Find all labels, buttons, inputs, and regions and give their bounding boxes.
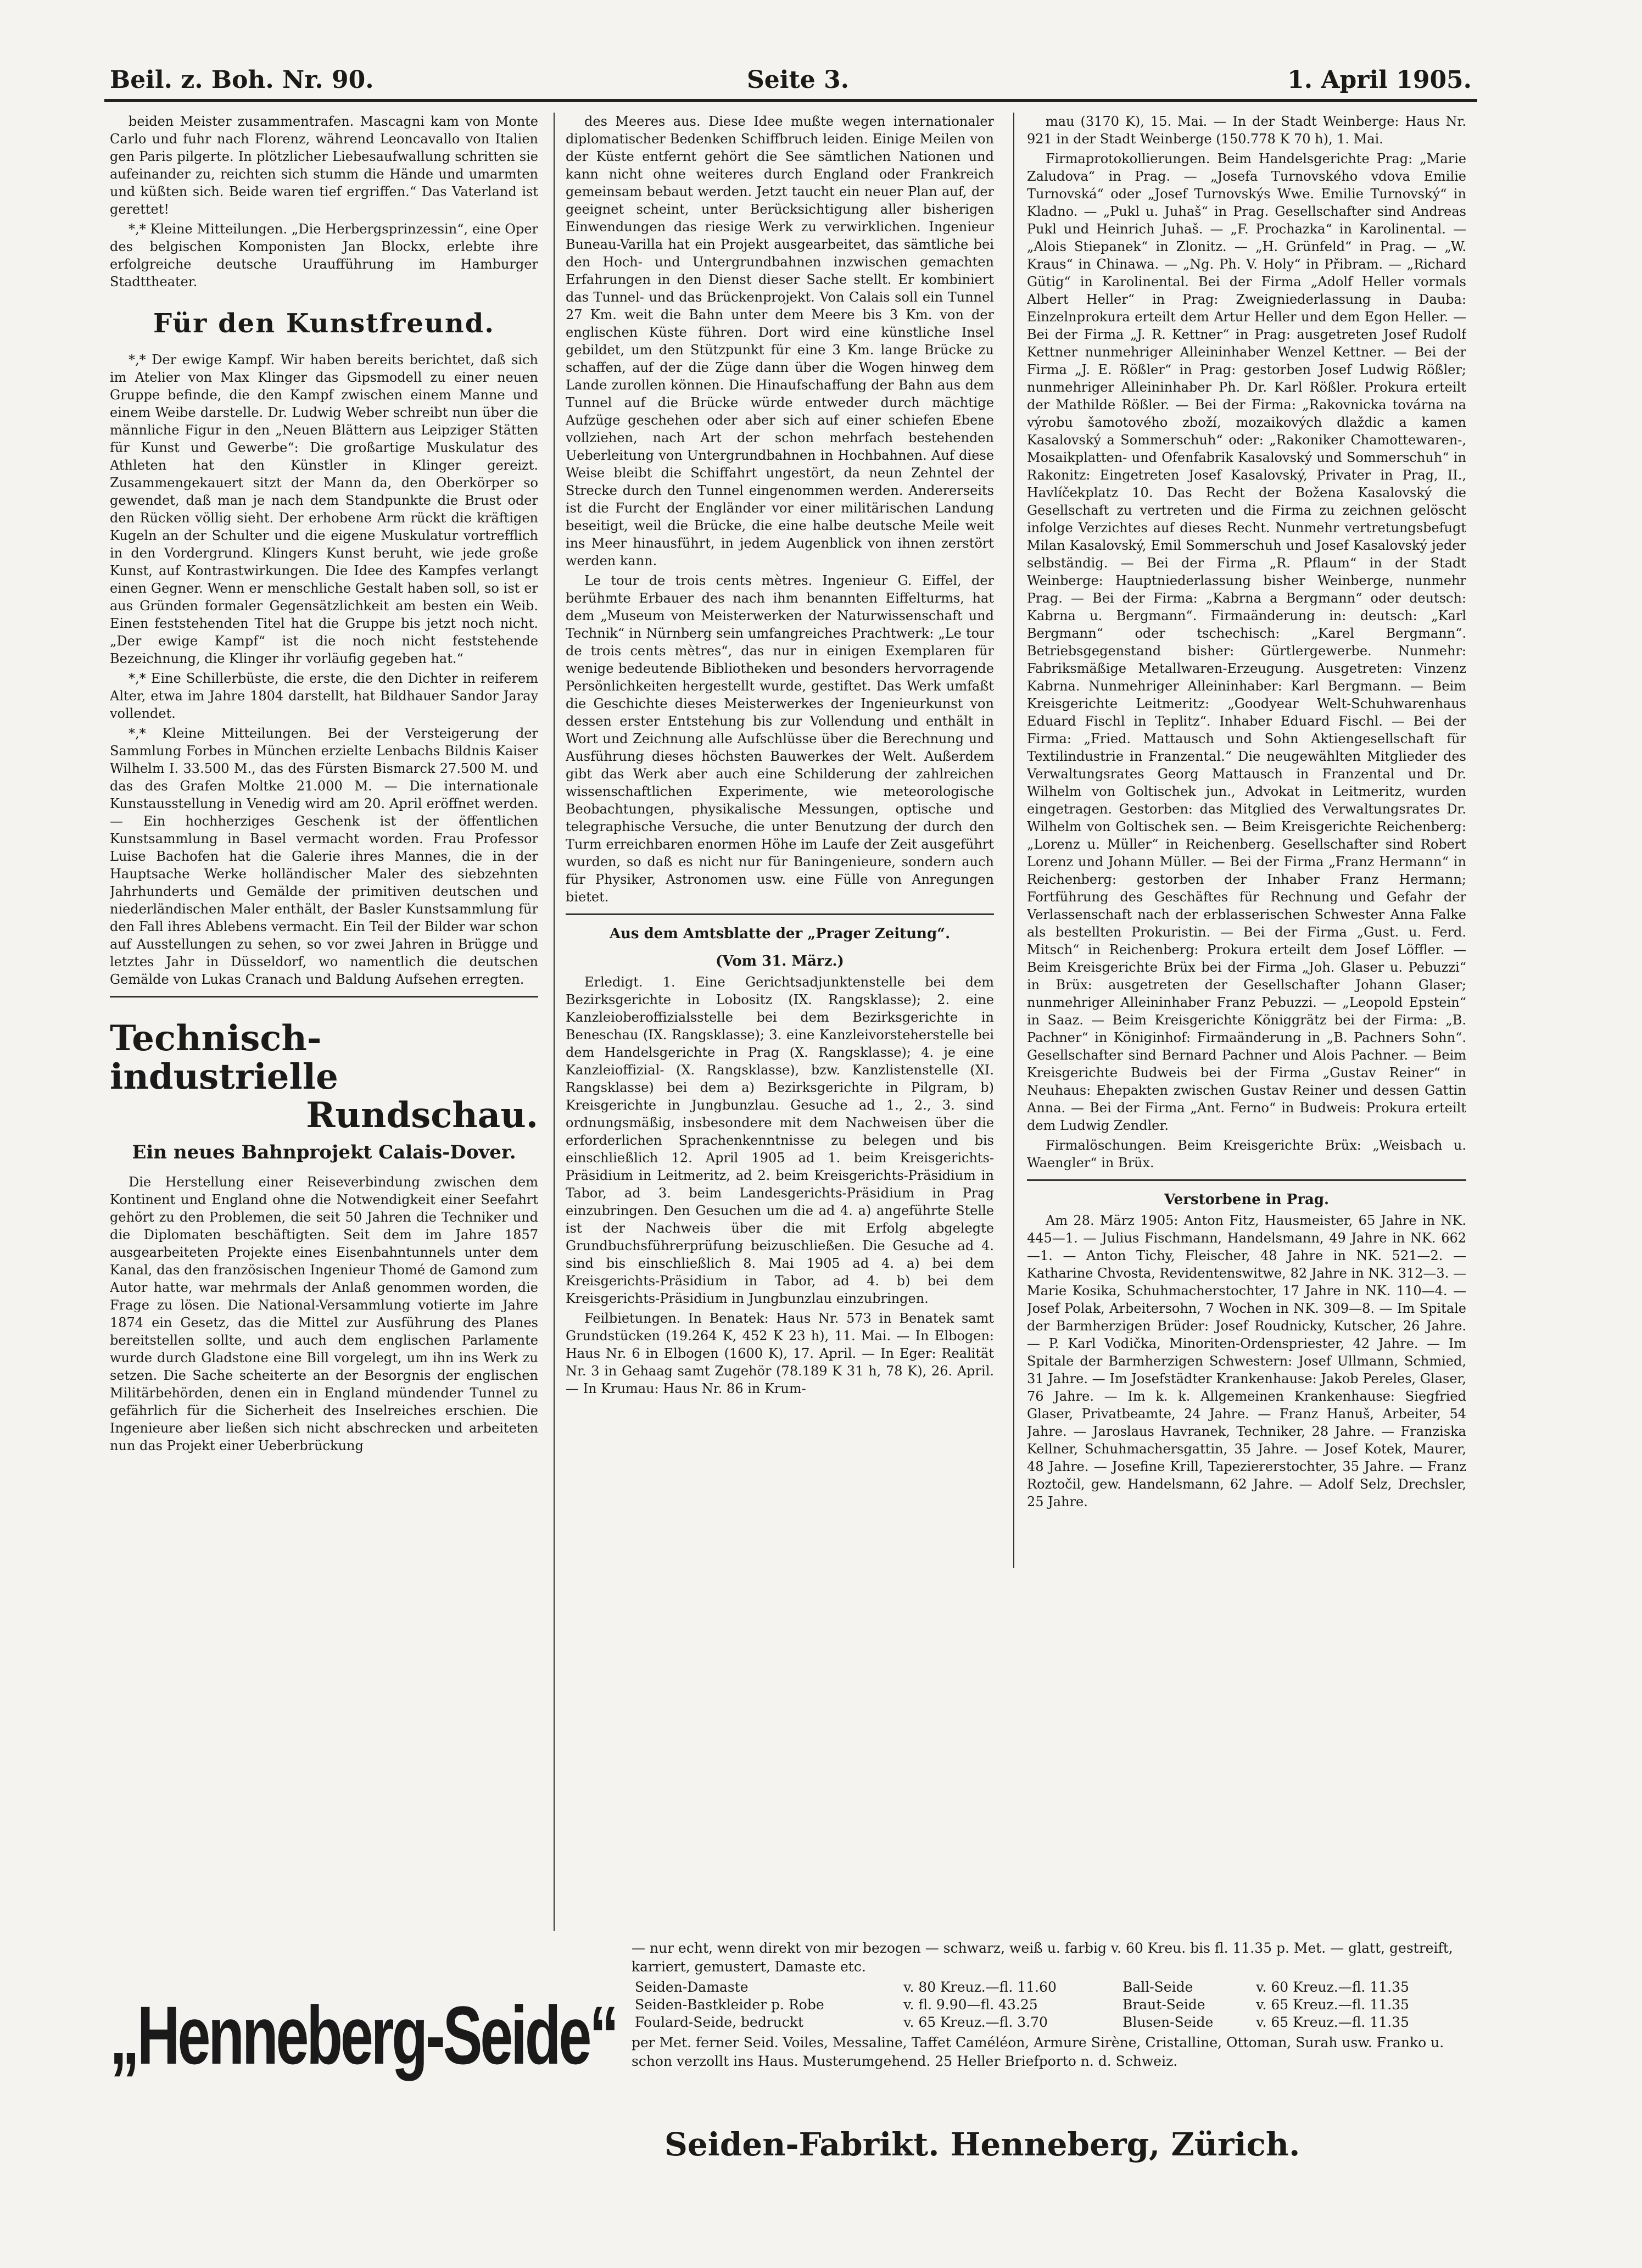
article-paragraph: Am 28. März 1905: Anton Fitz, Hausmeister, 65 Jahre in NK. 445—1. — Julius Fischmann, Handelsmann, 49 Jahre in NK. 662—1. — Anton Tichy, Fleischer, 48 Jahre in NK. 521—2. — Katharine Chvosta, Revidentenswitwe, 82 Jahre in NK. 312—3. — Marie Kosika, Schuhmacherstochter, 17 Jahre in NK. 110—4. — Josef Polak, Arbeitersohn, 7 Wochen in NK. 309—8. — Im Spitale der Barmherzigen Brüder: Josef Roudnicky, Kutscher, 26 Jahre. — P. Karl Vodička, Minoriten-Ordenspriester, 42 Jahre. — Im Spitale der Barmherzigen Schwestern: Josef Ullmann, Schmied, 31 Jahre. — Im Josefstädter Krankenhause: Jakob Pereles, Glaser, 76 Jahre. — Im k. k. Allgemeinen Krankenhause: Siegfried Glaser, Privatbeamte, 24 Jahre. — Franz Hanuš, Arbeiter, 54 Jahre. — Jaroslaus Havranek, Techniker, 28 Jahre. — Franziska Kellner, Schuhmachersgattin, 35 Jahre. — Josef Kotek, Maurer, 48 Jahre. — Josefine Krill, Tapeziererstochter, 35 Jahre. — Franz Roztočil, gew. Handelsmann, 62 Jahre. — Adolf Selz, Drechsler, 25 Jahre. <box>1027 1213 1466 1509</box>
newspaper-page <box>104 60 1477 2203</box>
ad-text-block <box>632 1939 1472 2071</box>
amtsblatt-date: (Vom 31. März.) <box>716 953 844 969</box>
article-paragraph: *,* Kleine Mitteilungen. Bei der Versteigerung der Sammlung Forbes in München erzielte Lenbachs Bildnis Kaiser Wilhelm I. 33.500 M., das des Fürsten Bismarck 27.500 M. und das des Grafen Moltke 21.000 M. — Die internationale Kunstausstellung in Venedig wird am 20. April eröffnet werden. — Ein hochherziges Geschenk ist der öffentlichen Kunstsammlung in Basel vermacht worden. Frau Professor Luise Bachofen hat die Galerie ihres Mannes, die in der Hauptsache Werke holländischer Maler des siebzehnten Jahrhunderts und Gemälde der primitiven deutschen und niederländischen Maler enthält, der Basler Kunstsammlung für den Fall ihres Ablebens vermacht. Ein Teil der Bilder war schon auf Ausstellungen zu sehen, so vor zwei Jahren in Brügge und letztes Jahr in Düsseldorf, wo namentlich die deutschen Gemälde von Lukas Cranach und Baldung Aufsehen erregten. <box>110 726 538 987</box>
article-paragraph: *,* Der ewige Kampf. Wir haben bereits berichtet, daß sich im Atelier von Max Klinger das Gipsmodell zu einer neuen Gruppe befinde, die den Kampf zwischen einem Manne und einem Weibe darstelle. Dr. Ludwig Weber schreibt nun über die männliche Figur in den „Neuen Blättern aus Leipziger Stätten für Kunst und Gewerbe“: Die großartige Muskulatur des Athleten hat den Künstler in Klinger gereizt. Zusammengekauert sitzt der Mann da, den Oberkörper so gewendet, daß man je nach dem Standpunkte die Brust oder den Rücken völlig sieht. Der erhobene Arm rückt die kräftigen Kugeln an der Schulter und die eigene Muskulatur vortrefflich in den Vordergrund. Klingers Kunst beruht, wie jede große Kunst, auf Kontrastwirkungen. Die Idee des Kampfes verlangt einen Gegner. Wenn er menschliche Gestalt haben soll, so ist er aus Gründen formaler Gegensätzlichkeit am besten ein Weib. Einen feststehenden Titel hat die Gruppe bis jetzt noch nicht. „Der ewige Kampf“ ist die noch nicht feststehende Bezeichnung, die Klinger ihr vorläufig gegeben hat.“ <box>110 352 538 666</box>
issue-date: 1. April 1905. <box>1287 66 1472 94</box>
page-header <box>104 60 1477 99</box>
column-1 <box>110 113 538 1607</box>
ad-item: Blusen-Seide <box>1122 2014 1214 2030</box>
article-paragraph: Feilbietungen. In Benatek: Haus Nr. 573 in Benatek samt Grundstücken (19.264 K, 452 K 23 h), 11. Mai. — In Elbogen: Haus Nr. 6 in Elbogen (1600 K), 17. April. — In Eger: Realität Nr. 3 in Gehaag samt Zugehör (78.189 K 31 h, 78 K), 26. April. — In Krumau: Haus Nr. 86 in Krum- <box>566 1311 994 1396</box>
column-divider <box>1013 113 1014 1568</box>
ad-price-row <box>632 1996 1472 2014</box>
ad-item: Seiden-Bastkleider p. Robe <box>635 1997 824 2013</box>
ad-footer: Seiden-Fabrikt. Henneberg, Zürich. <box>664 2126 1300 2163</box>
article-paragraph: beiden Meister zusammentrafen. Mascagni kam von Monte Carlo und fuhr nach Florenz, während Leoncavallo von Italien gen Paris pilgerte. In plötzlicher Liebesaufwallung schritten sie aufeinander zu, reichten sich stumm die Hände und umarmten und küßten sich. Beide waren tief ergriffen.“ Das Vaterland ist gerettet! <box>110 114 538 217</box>
ad-item: Seiden-Damaste <box>635 1979 749 1995</box>
henneberg-advertisement <box>110 1939 1472 2170</box>
ad-outro: per Met. ferner Seid. Voiles, Messaline, Taffet Caméléon, Armure Sirène, Cristalline, Ottoman, Surah usw. Franko u. schon verzollt ins Haus. Musterumgehend. 25 Heller Briefporto n. d. Schweiz. <box>632 2035 1444 2069</box>
article-paragraph: mau (3170 K), 15. Mai. — In der Stadt Weinberge: Haus Nr. 921 in der Stadt Weinberge (150.778 K 70 h), 1. Mai. <box>1027 114 1466 147</box>
section-title-kunstfreund: Für den Kunstfreund. <box>153 308 495 339</box>
article-paragraph: des Meeres aus. Diese Idee mußte wegen internationaler diplomatischer Bedenken Schiffbruch leiden. Einige Meilen von der Küste entfernt gehört die See sämtlichen Nationen und kann nicht ohne weiteres durch England oder Frankreich gemeinsam bebaut werden. Jetzt taucht ein neuer Plan auf, der geeignet scheint, unter Berücksichtigung aller bisherigen Einwendungen das riesige Werk zu verwirklichen. Ingenieur Buneau-Varilla hat ein Projekt ausgearbeitet, das sämtliche bei den Hoch- und Untergrundbahnen inzwischen gemachten Erfahrungen in den Dienst dieser Sache stellt. Er kombiniert das Tunnel- und das Brückenprojekt. Von Calais soll ein Tunnel 27 Km. weit die Bahn unter dem Meere bis 3 Km. von der englischen Küste führen. Dort wird eine künstliche Insel gebildet, um den Stützpunkt für eine 3 Km. lange Brücke zu schaffen, auf der die Züge dann über die Wogen hinweg dem Lande zurollen können. Die Hinaufschaffung der Bahn aus dem Tunnel auf die Brücke würde entweder durch mächtige Aufzüge geschehen oder aber sich auf einer schiefen Ebene vollziehen, nach Art der schon mehrfach bestehenden Ueberleitung von Untergrundbahnen in Hochbahnen. Auf diese Weise bleibt die Schiffahrt ungestört, da neun Zehntel der Strecke durch den Tunnel eingenommen werden. Andererseits ist die Furcht der Engländer vor einer militärischen Landung beseitigt, weil die Brücke, die eine halbe deutsche Meile weit ins Meer hinausführt, in jedem Augenblick von ihnen zerstört werden kann. <box>566 114 994 569</box>
section-title-rundschau: Rundschau. <box>306 1095 538 1136</box>
ad-price: v. fl. 9.90—fl. 43.25 <box>903 1997 1038 2013</box>
column-2 <box>566 113 994 1552</box>
article-paragraph: Erledigt. 1. Eine Gerichtsadjunktenstelle bei dem Bezirksgerichte in Lobositz (IX. Rangsklasse); 2. eine Kanzleioberoffizialsstelle bei dem Bezirksgerichte in Beneschau (IX. Rangsklasse); 3. eine Kanzleivorsteherstelle bei dem Handelsgerichte in Prag (X. Rangsklasse); 4. je eine Kanzleioffizial- (X. Rangsklasse), bzw. Kanzlistenstelle (XI. Rangsklasse) bei dem a) Bezirksgerichte in Pilgram, b) Kreisgerichte in Jungbunzlau. Gesuche ad 1., 2., 3. sind ordnungsmäßig, insbesondere mit dem Nachweisen über die erforderlichen Sprachenkenntnisse zu belegen und bis einschließlich 12. April 1905 ad 1. beim Kreisgerichts-Präsidium in Leitmeritz, ad 2. beim Kreisgerichts-Präsidium in Tabor, ad 3. beim Landesgerichts-Präsidium in Prag einzubringen. Den Gesuchen um die ad 4. a) angeführte Stelle ist der Nachweis über die mit Erfolg abgelegte Grundbuchsführerprüfung beizuschließen. Die Gesuche ad 4. sind bis einschließlich 8. Mai 1905 ad 4. a) bei dem Kreisgerichts-Präsidium in Tabor, ad 4. b) bei dem Kreisgerichts-Präsidium in Jungbunzlau einzubringen. <box>566 974 994 1306</box>
ad-brand-logo: „Henneberg-Seide“ <box>110 1989 617 2081</box>
column-divider <box>554 113 555 1931</box>
header-rule <box>104 99 1477 102</box>
ad-price: v. 65 Kreuz.—fl. 11.35 <box>1256 1997 1409 2013</box>
section-divider <box>566 913 994 915</box>
section-title-technisch: Technisch-industrielle <box>110 1018 338 1097</box>
article-paragraph: Firmaprotokollierungen. Beim Handelsgerichte Prag: „Marie Zaludova“ in Prag. — „Josefa Turnovského vdova Emilie Turnovská“ oder „Josef Turnovskýs Wwe. Emilie Turnovský“ in Kladno. — „Pukl u. Juhaš“ in Prag. Gesellschafter sind Andreas Pukl und Heinrich Juhaš. — „F. Prochazka“ in Karolinental. — „Alois Stiepanek“ in Zlonitz. — „H. Grünfeld“ in Prag. — „W. Kraus“ in Chinawa. — „Ng. Ph. V. Holy“ in Přibram. — „Richard Gütig“ in Karolinental. Bei der Firma „Adolf Heller vormals Albert Heller“ in Prag: Zweigniederlassung in Dauba: Einzelnprokura erteilt dem Artur Heller und dem Egon Heller. — Bei der Firma „J. R. Kettner“ in Prag: ausgetreten Josef Rudolf Kettner nunmehriger Alleininhaber Wenzel Kettner. — Bei der Firma „J. E. Rößler“ in Prag: gestorben Josef Ludwig Rößler; nunmehriger Alleininhaber Ph. Dr. Karl Rößler. Prokura erteilt der Mathilde Rößler. — Bei der Firma: „Rakovnicka továrna na výrobu šamotového zboží, mozaikových dlaždic a kamen Kasalovský a Sommerschuh“ oder: „Rakoniker Chamottewaren-, Mosaikplatten- und Ofenfabrik Kasalovský und Sommerschuh“ in Rakonitz: Eingetreten Josef Kasalovský, Privater in Prag, II., Havlíčekplatz 10. Das Recht der Božena Kasalovský die Gesellschaft zu vertreten und die Firma zu zeichnen gelöscht infolge Verzichtes auf dieses Recht. Nunmehr vertretungsbefugt Milan Kasalovský, Emil Sommerschuh und Josef Kasalovský jeder selbständig. — Bei der Firma „R. Pflaum“ in der Stadt Weinberge: Hauptniederlassung bisher Weinberge, nunmehr Prag. — Bei der Firma: „Kabrna a Bergmann“ oder deutsch: Kabrna u. Bergmann“. Firmaänderung in: deutsch: „Karl Bergmann“ oder tschechisch: „Karel Bergmann“. Betriebsgegenstand bisher: Gürtlergewerbe. Nunmehr: Fabriksmäßige Metallwaren-Erzeugung. Ausgetreten: Vinzenz Kabrna. Nunmehriger Alleininhaber: Karl Bergmann. — Beim Kreisgerichte Leitmeritz: „Goodyear Welt-Schuhwarenhaus Eduard Fischl in Teplitz“. Inhaber Eduard Fischl. — Bei der Firma: „Fried. Mattausch und Sohn Aktiengesellschaft für Textilindustrie in Franzental.“ Die neugewählten Mitglieder des Verwaltungsrates Georg Mattausch in Franzental und Dr. Wilhelm von Goltischek jun., Advokat in Leitmeritz, wurden eingetragen. Gestorben: das Mitglied des Verwaltungsrates Dr. Wilhelm von Goltischek sen. — Beim Kreisgerichte Reichenberg: „Lorenz u. Müller“ in Reichenberg. Gesellschafter sind Robert Lorenz und Johann Müller. — Bei der Firma „Franz Hermann“ in Reichenberg: gestorben der Inhaber Franz Hermann; Fortführung des Geschäftes für Rechnung und Gefahr der Verlassenschaft nach der erblasserischen Schwester Anna Falke als bestellten Prokuristin. — Bei der Firma „Gust. u. Ferd. Mitsch“ in Reichenberg: Prokura erteilt dem Josef Löffler. — Beim Kreisgerichte Brüx bei der Firma „Joh. Glaser u. Pebuzzi“ in Brüx: ausgetreten der Gesellschafter Johann Glaser; nunmehriger Alleininhaber Franz Pebuzzi. — „Leopold Epstein“ in Saaz. — Beim Kreisgerichte Königgrätz bei der Firma: „B. Pachner“ in Königinhof: Firmaänderung in „B. Pachners Sohn“. Gesellschafter sind Bernard Pachner und Alois Pachner. — Beim Kreisgerichte Budweis bei der Firma „Gustav Reiner“ in Neuhaus: Ehepakten zwischen Gustav Reiner und dessen Gattin Anna. — Bei der Firma „Ant. Ferno“ in Budweis: Prokura erteilt dem Ludwig Zendler. <box>1027 151 1466 1133</box>
ad-price: v. 60 Kreuz.—fl. 11.35 <box>1256 1979 1409 1995</box>
section-divider <box>110 996 538 998</box>
page-number: Seite 3. <box>747 66 850 94</box>
column-3 <box>1027 113 1466 1552</box>
amtsblatt-heading: Aus dem Amtsblatte der „Prager Zeitung“. <box>609 926 951 942</box>
ad-price: v. 80 Kreuz.—fl. 11.60 <box>903 1979 1057 1995</box>
ad-intro: — nur echt, wenn direkt von mir bezogen — schwarz, weiß u. farbig v. 60 Kreu. bis fl. 11.35 p. Met. — glatt, gestreift, karriert, gemustert, Damaste etc. <box>632 1940 1453 1975</box>
article-title-bahnprojekt: Ein neues Bahnprojekt Calais-Dover. <box>132 1141 516 1163</box>
article-paragraph: *,* Eine Schillerbüste, die erste, die den Dichter in reiferem Alter, etwa im Jahre 1804 darstellt, hat Bildhauer Sandor Jaray vollendet. <box>110 671 538 721</box>
ad-price-row <box>632 2014 1472 2031</box>
section-divider <box>1027 1179 1466 1181</box>
article-paragraph: Le tour de trois cents mètres. Ingenieur G. Eiffel, der berühmte Erbauer des nach ihm benannten Eiffelturms, hat dem „Museum von Meisterwerken der Naturwissenschaft und Technik“ in Nürnberg sein umfangreiches Prachtwerk: „Le tour de trois cents mètres“, das nur in einigen Exemplaren für wenige bedeutende Bibliotheken und besonders hervorragende Persönlichkeiten hergestellt wurde, gestiftet. Das Werk umfaßt die Geschichte dieses Meisterwerkes der Ingenieurkunst von dessen erster Entstehung bis zur Vollendung und enthält in Wort und Zeichnung alle Aufschlüsse über die Berechnung und Ausführung dieses höchsten Bauwerkes der Welt. Außerdem gibt das Werk aber auch eine Schilderung der zahlreichen wissenschaftlichen Experimente, wie meteorologische Beobachtungen, physikalische Messungen, optische und telegraphische Versuche, die unter Benutzung der durch den Turm erreichbaren enormen Höhe im Laufe der Zeit ausgeführt wurden, so daß es nicht nur für Baningenieure, sondern auch für Physiker, Astronomen usw. eine Fülle von Anregungen bietet. <box>566 573 994 905</box>
ad-price: v. 65 Kreuz.—fl. 11.35 <box>1256 2014 1409 2030</box>
ad-price-row <box>632 1979 1472 1996</box>
article-paragraph: Die Herstellung einer Reiseverbindung zwischen dem Kontinent und England ohne die Notwendigkeit einer Seefahrt gehört zu den Problemen, die seit 50 Jahren die Techniker und die Diplomaten beschäftigten. Seit dem im Jahre 1857 ausgearbeiteten Projekte eines Eisenbahntunnels unter dem Kanal, das den französischen Ingenieur Thomé de Gamond zum Autor hatte, war mehrmals der Anlaß genommen worden, die Frage zu lösen. Die National-Versammlung votierte im Jahre 1874 ein Gesetz, das die Mittel zur Ausführung des Planes bereitstellen sollte, und auch dem englischen Parlamente wurde durch Gladstone eine Bill vorgelegt, um ihn ins Werk zu setzen. Die Sache scheiterte an der Besorgnis der englischen Militärbehörden, denen ein in England mündender Tunnel zu gefährlich für die Sicherheit des Inselreiches erschien. Die Ingenieure aber ließen sich nicht abschrecken und arbeiteten nun das Projekt einer Ueberbrückung <box>110 1174 538 1453</box>
issue-label: Beil. z. Boh. Nr. 90. <box>110 66 374 94</box>
ad-item: Braut-Seide <box>1122 1997 1205 2013</box>
article-paragraph: *,* Kleine Mitteilungen. „Die Herbergsprinzessin“, eine Oper des belgischen Komponisten Jan Blockx, erlebte ihre erfolgreiche deutsche Uraufführung im Hamburger Stadttheater. <box>110 221 538 289</box>
ad-item: Foulard-Seide, bedruckt <box>635 2014 804 2030</box>
article-paragraph: Firmalöschungen. Beim Kreisgerichte Brüx: „Weisbach u. Waengler“ in Brüx. <box>1027 1138 1466 1171</box>
ad-price-table <box>632 1979 1472 2031</box>
ad-item: Ball-Seide <box>1122 1979 1193 1995</box>
ad-price: v. 65 Kreuz.—fl. 3.70 <box>903 2014 1048 2030</box>
verstorbene-heading: Verstorbene in Prag. <box>1164 1191 1330 1208</box>
